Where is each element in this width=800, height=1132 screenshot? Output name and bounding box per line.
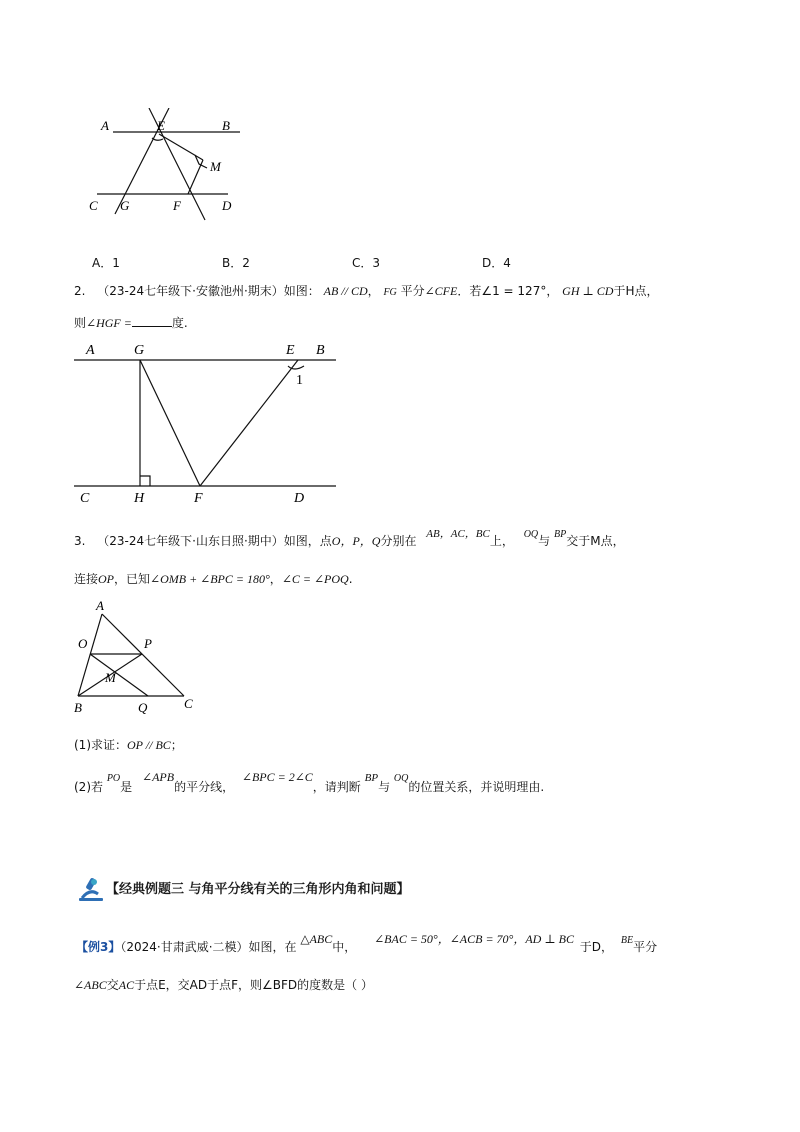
label-C: C bbox=[184, 696, 193, 711]
question-3-line-2 bbox=[74, 570, 353, 588]
label-M: M bbox=[105, 670, 116, 685]
label-E: E bbox=[157, 118, 165, 133]
text: 则 bbox=[74, 316, 87, 330]
question-number: 2. bbox=[74, 284, 86, 298]
microscope-icon bbox=[76, 876, 106, 902]
math-expr: OP bbox=[98, 572, 115, 586]
math-expr: ∠CFE bbox=[424, 284, 458, 298]
text: 平分 bbox=[633, 940, 658, 954]
label-A: A bbox=[86, 343, 95, 358]
math-expr: ∠HGF = bbox=[86, 316, 132, 330]
question-3-line-1 bbox=[74, 528, 625, 552]
math-expr: PO bbox=[106, 773, 121, 784]
math-expr: ∠C = ∠POQ bbox=[281, 572, 349, 586]
text: ，请判断 bbox=[312, 780, 361, 794]
text: 度. bbox=[171, 316, 188, 330]
label-1: 1 bbox=[296, 373, 303, 388]
math-expr: GH ⊥ CD bbox=[562, 284, 614, 298]
example-3-line-1 bbox=[76, 932, 658, 958]
text: 连接 bbox=[74, 572, 99, 586]
label-F: F bbox=[173, 198, 181, 213]
example-label: 【例3】 bbox=[76, 940, 121, 954]
text: 分别在 bbox=[380, 534, 417, 548]
label-C: C bbox=[80, 491, 90, 506]
choice-c: C．3 bbox=[352, 256, 381, 270]
math-expr: AB // CD bbox=[323, 284, 368, 298]
math-expr: ∠ABC bbox=[74, 978, 107, 992]
math-expr: BE bbox=[620, 935, 634, 946]
label-D: D bbox=[222, 198, 232, 213]
question-2-line-2 bbox=[74, 314, 188, 332]
part-1 bbox=[74, 736, 183, 754]
label-P: P bbox=[144, 636, 152, 651]
text: 与 bbox=[378, 780, 391, 794]
math-expr: BP bbox=[554, 529, 567, 540]
label-B: B bbox=[316, 343, 325, 358]
choice-a: A．1 bbox=[92, 256, 120, 270]
label-Q: Q bbox=[138, 700, 148, 714]
text: (1)求证： bbox=[74, 738, 127, 752]
text: 于点E，交AD于点F，则∠BFD的度数是（ ） bbox=[134, 978, 373, 992]
text: . bbox=[348, 572, 353, 586]
text: 上， bbox=[489, 534, 514, 548]
choice-b: B．2 bbox=[222, 256, 250, 270]
label-B: B bbox=[222, 118, 230, 133]
math-expr: ．若∠1 = 127°， bbox=[457, 284, 559, 298]
label-C: C bbox=[89, 198, 98, 213]
math-expr: OP // BC bbox=[127, 738, 171, 752]
label-D: D bbox=[294, 491, 305, 506]
label-G: G bbox=[120, 198, 130, 213]
math-expr: ∠BAC = 50°，∠ACB = 70°，AD ⊥ BC bbox=[374, 932, 574, 946]
question-number: 3. bbox=[74, 534, 86, 548]
text: 是 bbox=[120, 780, 133, 794]
math-expr: O，P，Q bbox=[331, 534, 381, 548]
text: ； bbox=[170, 738, 183, 752]
part-2 bbox=[74, 770, 545, 798]
label-E: E bbox=[286, 343, 295, 358]
example-3-line-2 bbox=[74, 976, 373, 994]
choice-d: D．4 bbox=[482, 256, 511, 270]
label-O: O bbox=[78, 636, 88, 651]
label-F: F bbox=[194, 491, 203, 506]
text: 中， bbox=[332, 940, 357, 954]
question-2-line-1: 2. （23-24七年级下·安徽池州·期末）如图： AB // CD， FG 平分∠CFE．若∠1 = 127°， GH ⊥ CD于H点， bbox=[74, 284, 659, 298]
figure-2 bbox=[74, 338, 344, 508]
choices bbox=[92, 254, 511, 272]
label-A: A bbox=[101, 118, 109, 133]
text: 交于M点， bbox=[566, 534, 625, 548]
label-A: A bbox=[96, 598, 104, 613]
math-expr: OQ bbox=[523, 529, 539, 540]
text: 与 bbox=[538, 534, 551, 548]
text: 的平分线， bbox=[174, 780, 235, 794]
math-expr: ∠APB bbox=[142, 770, 175, 784]
label-H: H bbox=[134, 491, 145, 506]
label-M: M bbox=[210, 159, 221, 174]
label-G: G bbox=[134, 343, 145, 358]
answer-blank bbox=[132, 314, 172, 327]
text: (2)若 bbox=[74, 780, 103, 794]
question-source: （23-24七年级下·安徽池州·期末）如图： bbox=[97, 284, 320, 298]
text: ， bbox=[269, 572, 282, 586]
math-expr: AC bbox=[118, 978, 135, 992]
text: 的位置关系，并说明理由. bbox=[408, 780, 545, 794]
text: ，已知 bbox=[114, 572, 151, 586]
math-expr: BP bbox=[364, 772, 379, 784]
math-expr: △ABC bbox=[300, 932, 333, 946]
section-title: 【经典例题三 与角平分线有关的三角形内角和问题】 bbox=[106, 882, 410, 897]
text: 平分 bbox=[400, 284, 425, 298]
example-source: （2024·甘肃武威·二模）如图，在 bbox=[120, 940, 297, 954]
question-source: （23-24七年级下·山东日照·期中）如图，点 bbox=[97, 534, 332, 548]
math-expr: ∠OMB + ∠BPC = 180° bbox=[150, 572, 270, 586]
math-expr: AB，AC，BC bbox=[426, 528, 490, 540]
math-expr: OQ bbox=[393, 773, 409, 784]
text: 于D， bbox=[579, 940, 614, 954]
figure-3 bbox=[72, 596, 202, 714]
math-expr: ∠BPC = 2∠C bbox=[241, 770, 313, 784]
label-B: B bbox=[74, 700, 82, 714]
figure-1 bbox=[85, 108, 255, 228]
text: 交 bbox=[106, 978, 119, 992]
math-expr: FG bbox=[383, 287, 397, 298]
text: 于H点， bbox=[613, 284, 659, 298]
